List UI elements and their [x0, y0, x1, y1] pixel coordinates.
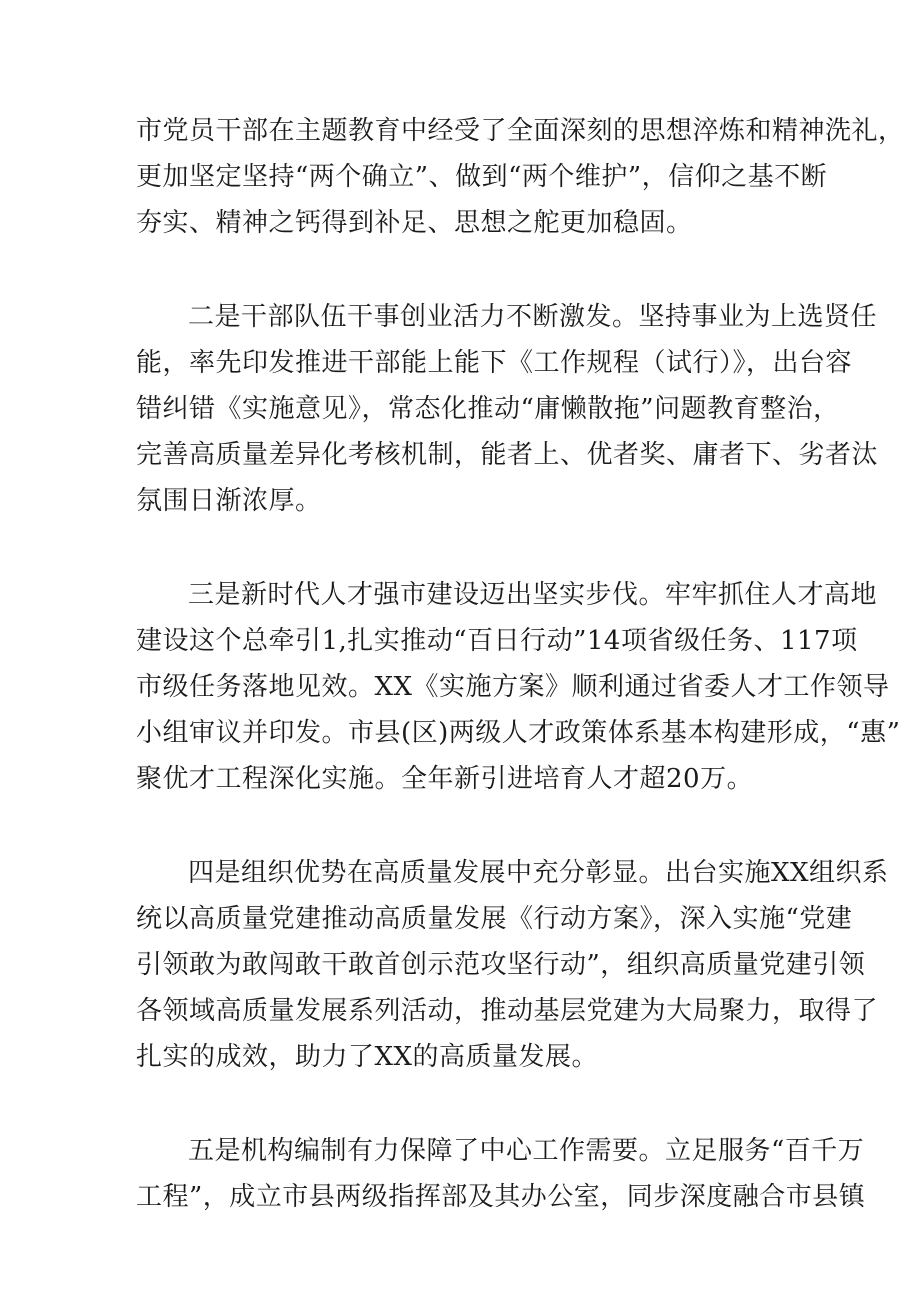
paragraph-4	[136, 850, 889, 1080]
document-body	[136, 108, 905, 1268]
paragraph-2	[136, 294, 879, 524]
text-line: 扎实的成效，助力了XX的高质量发展。	[136, 1042, 599, 1072]
text-line: 建设这个总牵引1,扎实推动“百日行动”14项省级任务、117项	[136, 626, 858, 656]
paragraph-3	[136, 572, 901, 802]
text-line: 氛围日渐浓厚。	[136, 486, 322, 516]
text-line: 错纠错《实施意见》，常态化推动“庸懒散拖”问题教育整治，	[136, 394, 840, 424]
text-line: 小组审议并印发。市县(区)两级人才政策体系基本构建形成，“惠”	[136, 718, 901, 748]
text-line: 引领敢为敢闯敢干敢首创示范攻坚行动”，组织高质量党建引领	[136, 950, 866, 980]
text-line: 四是组织优势在高质量发展中充分彰显。出台实施XX组织系	[188, 858, 889, 888]
text-line: 二是干部队伍干事创业活力不断激发。坚持事业为上选贤任	[188, 302, 878, 332]
text-line: 工程”，成立市县两级指挥部及其办公室，同步深度融合市县镇	[136, 1182, 866, 1212]
text-line: 各领域高质量发展系列活动，推动基层党建为大局聚力，取得了	[136, 996, 879, 1026]
text-line: 更加坚定坚持“两个确立”、做到“两个维护”，信仰之基不断	[136, 162, 828, 192]
text-line: 夯实、精神之钙得到补足、思想之舵更加稳固。	[136, 208, 693, 238]
text-line: 能，率先印发推进干部能上能下《工作规程（试行）》，出台容	[136, 348, 853, 378]
text-line: 市党员干部在主题教育中经受了全面深刻的思想淬炼和精神洗礼，	[136, 116, 905, 146]
text-line: 完善高质量差异化考核机制，能者上、优者奖、庸者下、劣者汰	[136, 440, 879, 470]
text-line: 市级任务落地见效。XX《实施方案》顺利通过省委人才工作领导	[136, 672, 890, 702]
text-line: 聚优才工程深化实施。全年新引进培育人才超20万。	[136, 764, 754, 794]
paragraph-5	[136, 1128, 866, 1220]
text-line: 三是新时代人才强市建设迈出坚实步伐。牢牢抓住人才高地	[188, 580, 878, 610]
text-line: 五是机构编制有力保障了中心工作需要。立足服务“百千万	[188, 1136, 865, 1166]
text-line: 统以高质量党建推动高质量发展《行动方案》，深入实施“党建	[136, 904, 853, 934]
paragraph-1	[136, 108, 905, 246]
